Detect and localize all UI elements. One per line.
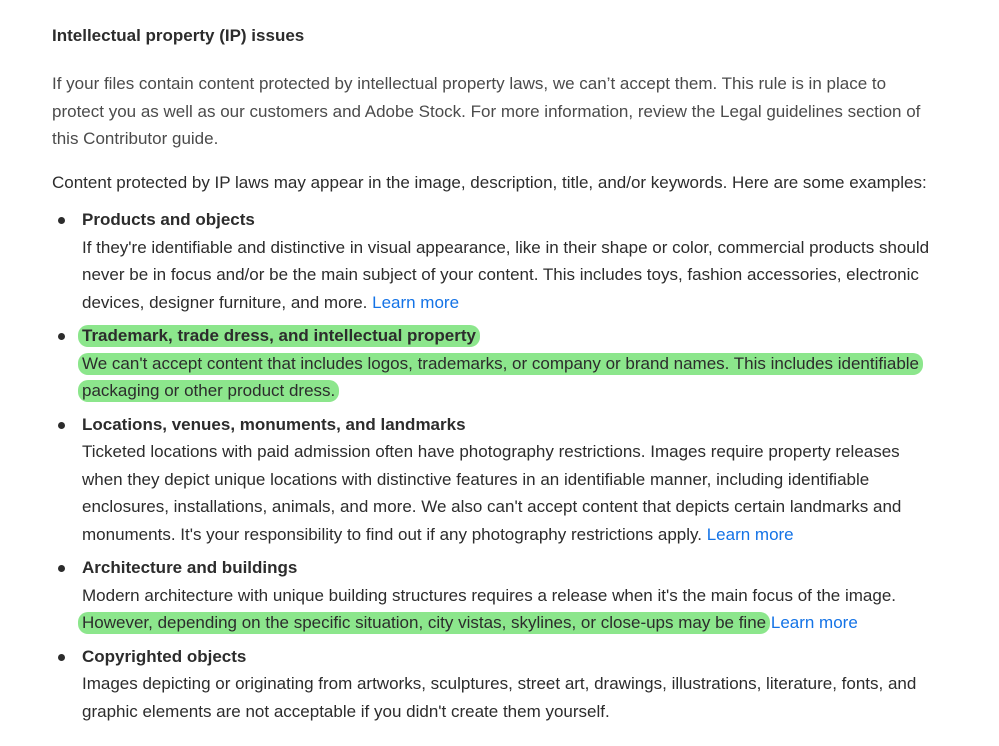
list-item-trademark [52,322,932,405]
item-title: Copyrighted objects [82,646,247,666]
bullet-icon [58,217,65,224]
highlighted-title: Trademark, trade dress, and intellectual property [78,325,480,347]
item-title [82,322,932,350]
learn-more-link[interactable]: Learn more [770,613,858,632]
item-title: Products and objects [82,210,255,229]
list-item-products [52,206,932,316]
highlighted-body: However, depending on the specific situation, city vistas, skylines, or close-ups may be fine [78,612,770,634]
bullet-icon [58,422,65,429]
item-body [82,234,932,317]
learn-more-link[interactable]: Learn more [372,292,460,312]
intro-paragraph: If your files contain content protected by intellectual property laws, we can’t accept them. This rule is in place to protect you as well as our customers and Adobe Stock. For more information, review the Legal guidelines section of this Contributor guide. [52,74,921,148]
ip-issues-section [52,22,932,731]
bullet-icon [58,565,65,572]
item-body [82,350,932,405]
item-body: Images depicting or originating from artworks, sculptures, street art, drawings, illustrations, literature, fonts, and graphic elements are not acceptable if you didn't create them yourself. [82,674,917,721]
item-body-text: Ticketed locations with paid admission often have photography restrictions. Images require property releases when they depict unique locations with distinctive features in an identifiable manner, including identifiable enclosures, installations, animals, and more. We also can't accept content that depicts certain landmarks and monuments. It's your responsibility to find out if any photography restrictions apply. [82,442,902,544]
item-body-text: Modern architecture with unique building structures requires a release when it's the main focus of the image. [82,585,897,605]
section-heading: Intellectual property (IP) issues [52,26,305,45]
bullet-icon [58,654,65,661]
item-body [82,582,932,637]
learn-more-link[interactable]: Learn more [706,524,794,544]
bullet-icon [58,333,65,340]
list-item-architecture [52,554,932,637]
highlighted-body: We can't accept content that includes logos, trademarks, or company or brand names. This includes identifiable packaging or other product dress. [78,353,923,403]
examples-list [52,206,932,725]
list-item-copyrighted [52,643,932,726]
item-title: Architecture and buildings [82,558,298,577]
item-title: Locations, venues, monuments, and landmarks [82,414,466,434]
list-item-locations [52,411,932,549]
item-body [82,438,932,548]
examples-intro: Content protected by IP laws may appear in the image, description, title, and/or keywords. Here are some examples: [52,172,927,192]
item-body-text: If they're identifiable and distinctive in visual appearance, like in their shape or color, commercial products should never be in focus and/or be the main subject of your content. This includes toys, fashion accessories, electronic devices, designer furniture, and more. [82,237,930,312]
